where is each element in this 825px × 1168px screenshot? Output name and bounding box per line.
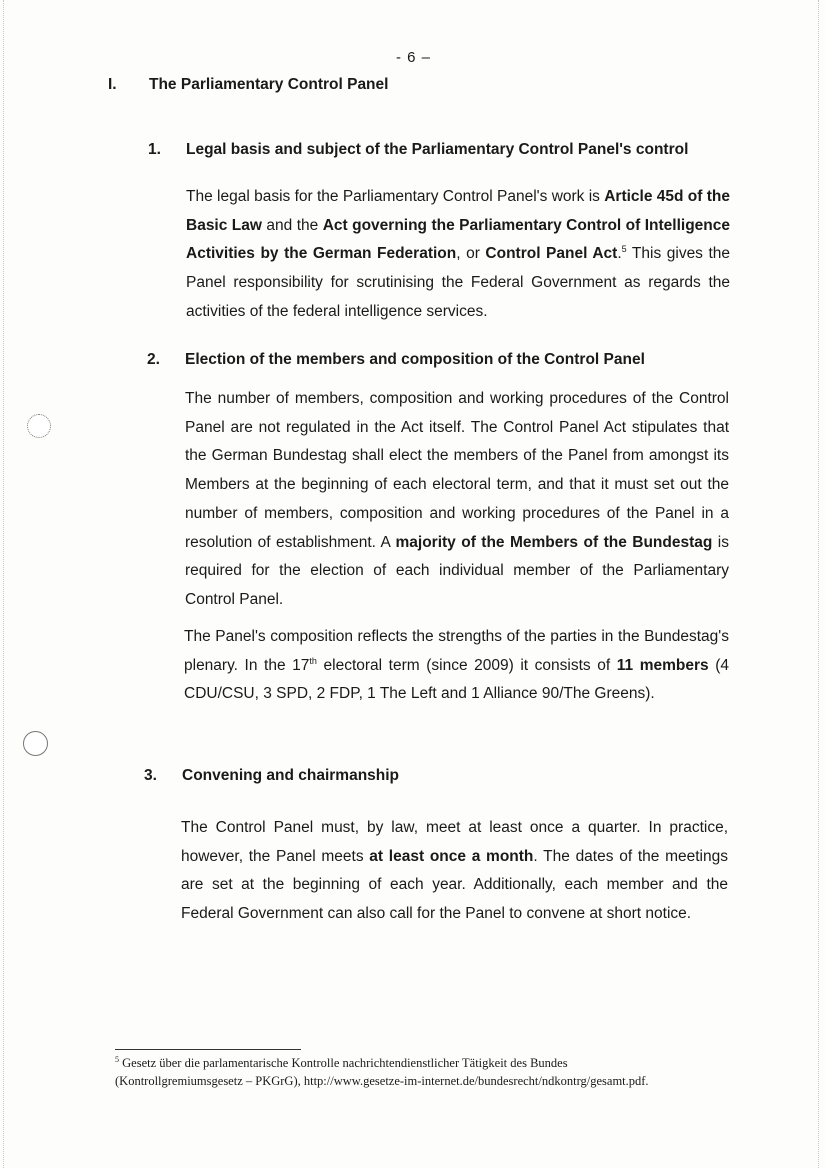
subsection-title: Legal basis and subject of the Parliamentary Control Panel's control xyxy=(186,141,689,158)
punch-hole-top xyxy=(27,414,51,438)
text-run: (4 CDU/CSU, 3 SPD, 2 FDP, 1 The Left and 1 Alliance 90/The Greens). xyxy=(184,656,729,703)
subsection-number: 1. xyxy=(148,141,161,158)
text-run: The Control Panel must, by law, meet at least once a quarter. In practice, however, the Panel meets xyxy=(181,819,728,865)
footnote-separator xyxy=(115,1049,301,1050)
subsection-heading-2 xyxy=(147,351,645,369)
footnote-line-1 xyxy=(115,1054,735,1072)
scan-edge-right xyxy=(818,0,819,1168)
scan-edge-left xyxy=(3,0,4,1168)
text-run: This gives the Panel responsibility for scrutinising the Federal Government as regards the activities of the federal intelligence services. xyxy=(186,245,731,320)
footnote xyxy=(115,1054,735,1090)
text-run: . The dates of the meetings are set at the beginning of each year. Additionally, each member and the Federal Government can also call for the Panel to convene at short notice. xyxy=(181,847,728,923)
text-run: The legal basis for the Parliamentary Control Panel's work is xyxy=(186,188,605,205)
text-run: . xyxy=(617,245,622,263)
subsection-title: Election of the members and composition of the Control Panel xyxy=(185,351,645,368)
text-run: , or xyxy=(456,245,486,263)
paragraph xyxy=(186,183,730,327)
text-run: electoral term (since 2009) it consists of xyxy=(316,656,617,674)
bold-text: 11 members xyxy=(616,656,709,674)
paragraph xyxy=(181,814,728,929)
subsection-number: 2. xyxy=(147,351,160,368)
bold-text: majority of the Members of the Bundestag xyxy=(395,533,713,551)
section-number: I. xyxy=(108,76,117,93)
subsection-heading-3 xyxy=(144,767,399,785)
page-number: - 6 – xyxy=(396,49,432,66)
paragraph xyxy=(185,385,729,615)
bold-text: Control Panel Act xyxy=(485,245,618,263)
text-run: The number of members, composition and working procedures of the Control Panel are not regulated in the Act itself. The Control Panel Act stipulates that the German Bundestag shall elect the members of the Panel from amongst its Members at the beginning of each electoral term, and that it must set out the number of members, composition and working procedures of the Panel in a resolution of establishment. A xyxy=(185,390,729,551)
bold-text: at least once a month xyxy=(369,847,534,865)
section-heading xyxy=(108,76,388,94)
punch-hole-bottom xyxy=(23,731,48,756)
subsection-heading-1 xyxy=(148,141,688,159)
text-run: is required for the election of each individual member of the Parliamentary Control Panel. xyxy=(185,533,729,608)
text-run: The Panel's composition reflects the strengths of the parties in the Bundestag's plenary. In the 17 xyxy=(184,628,729,674)
footnote-text-1: Gesetz über die parlamentarische Kontrolle nachrichtendienstlicher Tätigkeit des Bundes xyxy=(122,1056,568,1070)
footnote-marker: 5 xyxy=(115,1054,119,1064)
bold-text: Article 45d of the Basic Law xyxy=(186,188,730,234)
subsection-number: 3. xyxy=(144,767,157,784)
bold-text: Act governing the Parliamentary Control of Intelligence Activities by the German Federation xyxy=(186,216,731,263)
superscript: 5 xyxy=(621,244,627,255)
paragraph xyxy=(184,623,729,709)
section-title: The Parliamentary Control Panel xyxy=(149,76,389,93)
text-run: and the xyxy=(261,216,323,234)
footnote-line-2: (Kontrollgremiumsgesetz – PKGrG), http://www.gesetze-im-internet.de/bundesrecht/ndkontrg/gesamt.pdf. xyxy=(115,1074,649,1088)
superscript: th xyxy=(309,655,317,666)
subsection-title: Convening and chairmanship xyxy=(182,767,400,784)
